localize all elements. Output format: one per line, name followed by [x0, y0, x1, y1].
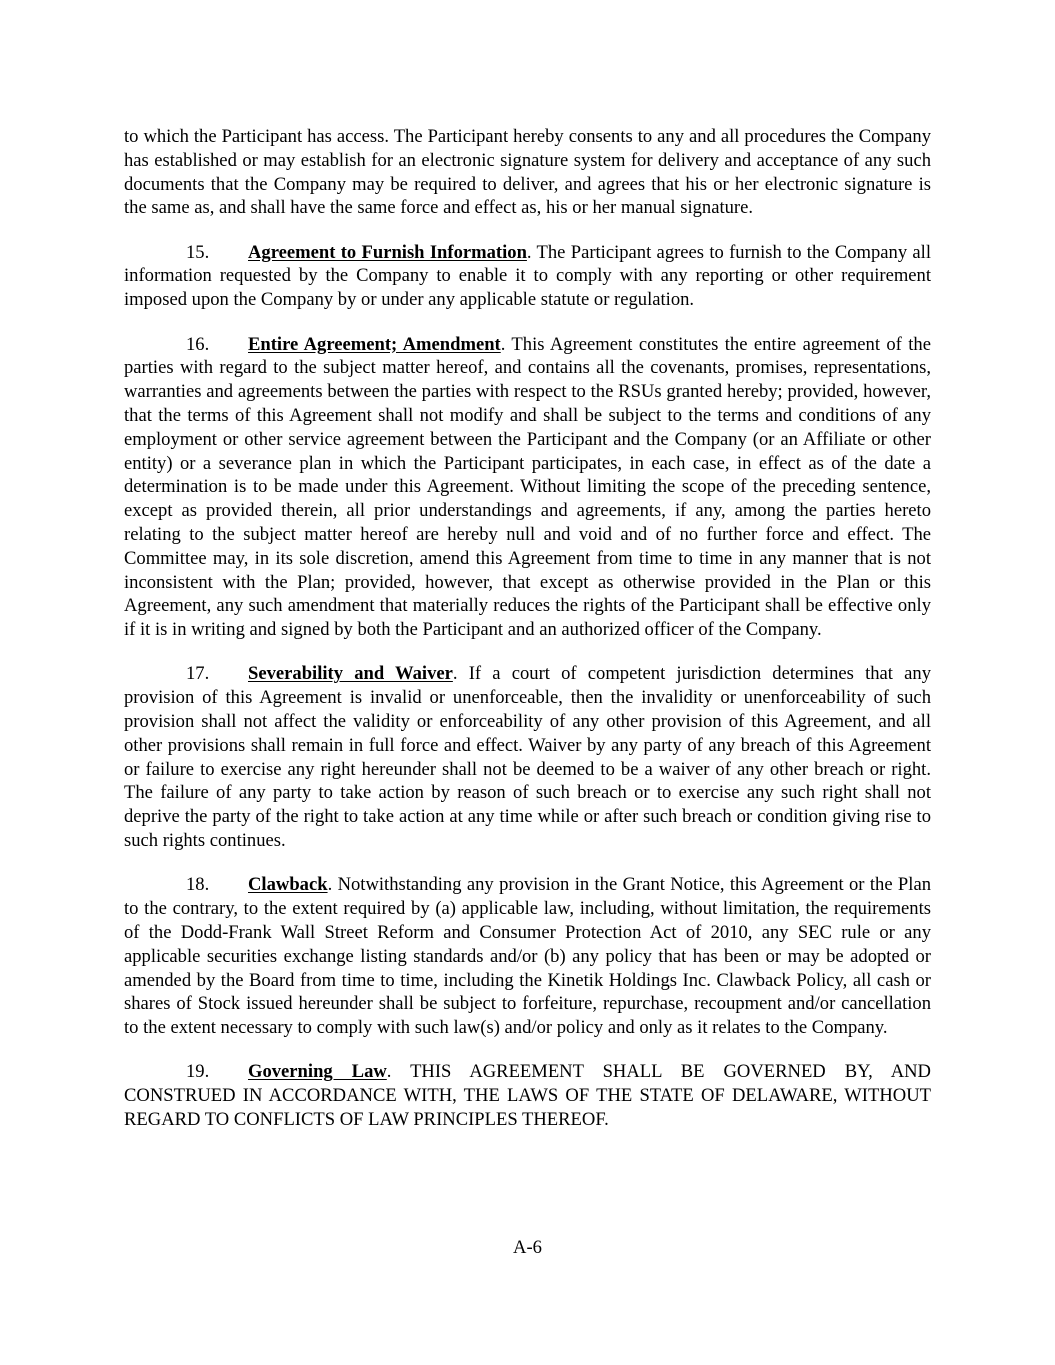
- section-number: 19.: [186, 1061, 210, 1083]
- section-heading: Clawback: [248, 874, 328, 896]
- page-number: A-6: [513, 1237, 542, 1258]
- section-number: 17.: [186, 663, 210, 685]
- section-body: . Notwithstanding any provision in the Grant Notice, this Agreement or the Plan to the contrary, to the extent required by (a) applicable law, including, without limitation, the requirements of the Dodd-Frank Wall Street Reform and Consumer Protection Act of 2010, any SEC rule or any applicable securities exchange listing standards and/or (b) any policy that has been or may be adopted or amended by the Board from time to time, including the Kinetik Holdings Inc. Clawback Policy, all cash or shares of Stock issued hereunder shall be subject to forfeiture, repurchase, recoupment and/or cancellation to the extent necessary to comply with such law(s) and/or policy and only as it relates to the Company.: [124, 874, 931, 1039]
- section-body: . This Agreement constitutes the entire agreement of the parties with regard to the subject matter hereof, and contains all the covenants, promises, representations, warranties and agreements between the parties with respect to the RSUs granted hereby; provided, however, that the terms of this Agreement shall not modify and shall be subject to the terms and conditions of any employment or other service agreement between the Participant and the Company (or an Affiliate or other entity) or a severance plan in which the Participant participates, in each case, in effect as of the date a determination is to be made under this Agreement. Without limiting the scope of the preceding sentence, except as provided therein, all prior understandings and agreements, if any, among the parties hereto relating to the subject matter hereof are hereby null and void and of no further force and effect. The Committee may, in its sole discretion, amend this Agreement from time to time in any manner that is not inconsistent with the Plan; provided, however, that except as otherwise provided in the Plan or this Agreement, any such amendment that materially reduces the rights of the Participant shall be effective only if it is in writing and signed by both the Participant and an authorized officer of the Company.: [124, 333, 931, 641]
- section-body: . THIS AGREEMENT SHALL BE GOVERNED BY, AND CONSTRUED IN ACCORDANCE WITH, THE LAWS OF THE STATE OF DELAWARE, WITHOUT REGARD TO CONFLICTS OF LAW PRINCIPLES THEREOF.: [124, 1061, 931, 1130]
- section-15: [124, 241, 931, 312]
- section-heading: Entire Agreement; Amendment: [248, 333, 501, 355]
- section-body: . If a court of competent jurisdiction determines that any provision of this Agreement is invalid or unenforceable, then the invalidity or unenforceability of such provision shall not affect the validity or enforceability of any other provision of this Agreement, and all other provisions shall remain in full force and effect. Waiver by any party of any breach of this Agreement or failure to exercise any right hereunder shall not be deemed to be a waiver of any other breach or right. The failure of any party to take action by reason of such breach or to exercise any such right shall not deprive the party of the right to take action at any time while or after such breach or condition giving rise to such rights continues.: [124, 663, 931, 852]
- section-16: [124, 333, 931, 642]
- section-number: 18.: [186, 874, 210, 896]
- section-19: [124, 1060, 931, 1131]
- section-18: [124, 873, 931, 1040]
- section-heading: Severability and Waiver: [248, 663, 453, 685]
- section-heading: Agreement to Furnish Information: [248, 241, 527, 263]
- section-number: 15.: [186, 241, 210, 263]
- document-page: [124, 125, 931, 1152]
- section-17: [124, 662, 931, 852]
- section-body: . The Participant agrees to furnish to the Company all information requested by the Company to enable it to comply with any reporting or other requirement imposed upon the Company by or under any applicable statute or regulation.: [124, 241, 931, 311]
- section-heading: Governing Law: [248, 1061, 387, 1083]
- continuation-paragraph: to which the Participant has access. The Participant hereby consents to any and all procedures the Company has established or may establish for an electronic signature system for delivery and acceptance of any such documents that the Company may be required to deliver, and agrees that his or her electronic signature is the same as, and shall have the same force and effect as, his or her manual signature.: [124, 126, 931, 219]
- section-number: 16.: [186, 333, 210, 355]
